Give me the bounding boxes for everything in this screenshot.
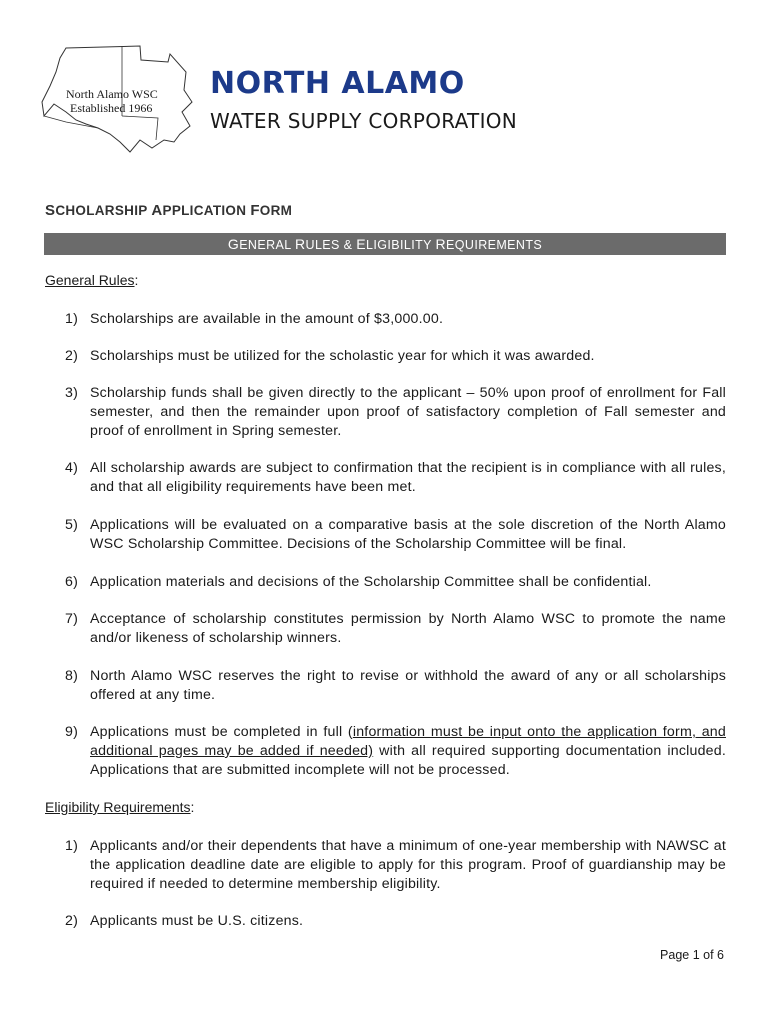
logo-line-1: North Alamo WSC xyxy=(66,87,158,101)
rule-item-3: 3) Scholarship funds shall be given directly to the applicant – 50% upon proof of enrollment for Fall semester, and then the remainder upon proof of satisfactory completion of Fall semester and proof of enrollment in Spring semester. xyxy=(65,385,726,439)
rule-item-4: 4) All scholarship awards are subject to confirmation that the recipient is in compliance with all rules, and that all eligibility requirements have been met. xyxy=(65,460,726,495)
eligibility-item-2: 2) Applicants must be U.S. citizens. xyxy=(65,913,304,929)
brand-subtitle: WATER SUPPLY CORPORATION xyxy=(210,109,518,133)
rule-item-2: 2) Scholarships must be utilized for the scholastic year for which it was awarded. xyxy=(65,348,595,364)
rule-item-8: 8) North Alamo WSC reserves the right to revise or withhold the award of any or all scholarships offered at any time. xyxy=(65,668,726,703)
logo-line-2: Established 1966 xyxy=(70,101,153,115)
eligibility-item-1: 1) Applicants and/or their dependents that have a minimum of one-year membership with NAWSC at the application deadline date are eligible to apply for this program. Proof of guardianship may be required if needed to determine membership eligibility. xyxy=(65,838,726,892)
texas-region-map-logo xyxy=(40,42,200,158)
section-header-bar: GENERAL RULES & ELIGIBILITY REQUIREMENTS xyxy=(44,233,726,255)
brand-title: NORTH ALAMO xyxy=(210,66,465,101)
rule-item-1: 1) Scholarships are available in the amount of $3,000.00. xyxy=(65,311,444,327)
general-rules-heading: General Rules: xyxy=(45,272,139,288)
page-number: Page 1 of 6 xyxy=(660,948,724,962)
rule-item-6: 6) Application materials and decisions of the Scholarship Committee shall be confidential. xyxy=(65,574,652,590)
rule-item-7: 7) Acceptance of scholarship constitutes permission by North Alamo WSC to promote the name and/or likeness of scholarship winners. xyxy=(65,611,726,646)
eligibility-heading: Eligibility Requirements: xyxy=(45,799,195,815)
rule-item-5: 5) Applications will be evaluated on a comparative basis at the sole discretion of the North Alamo WSC Scholarship Committee. Decisions of the Scholarship Committee will be final. xyxy=(65,517,726,552)
brand-block xyxy=(210,66,517,134)
form-title: SCHOLARSHIP APPLICATION FORM xyxy=(45,202,293,219)
rule-item-9: 9) Applications must be completed in full (information must be input onto the application form, and additional pages may be added if needed) with all required supporting documentation included. Applications that are submitted incomplete will not be processed. xyxy=(65,724,726,778)
